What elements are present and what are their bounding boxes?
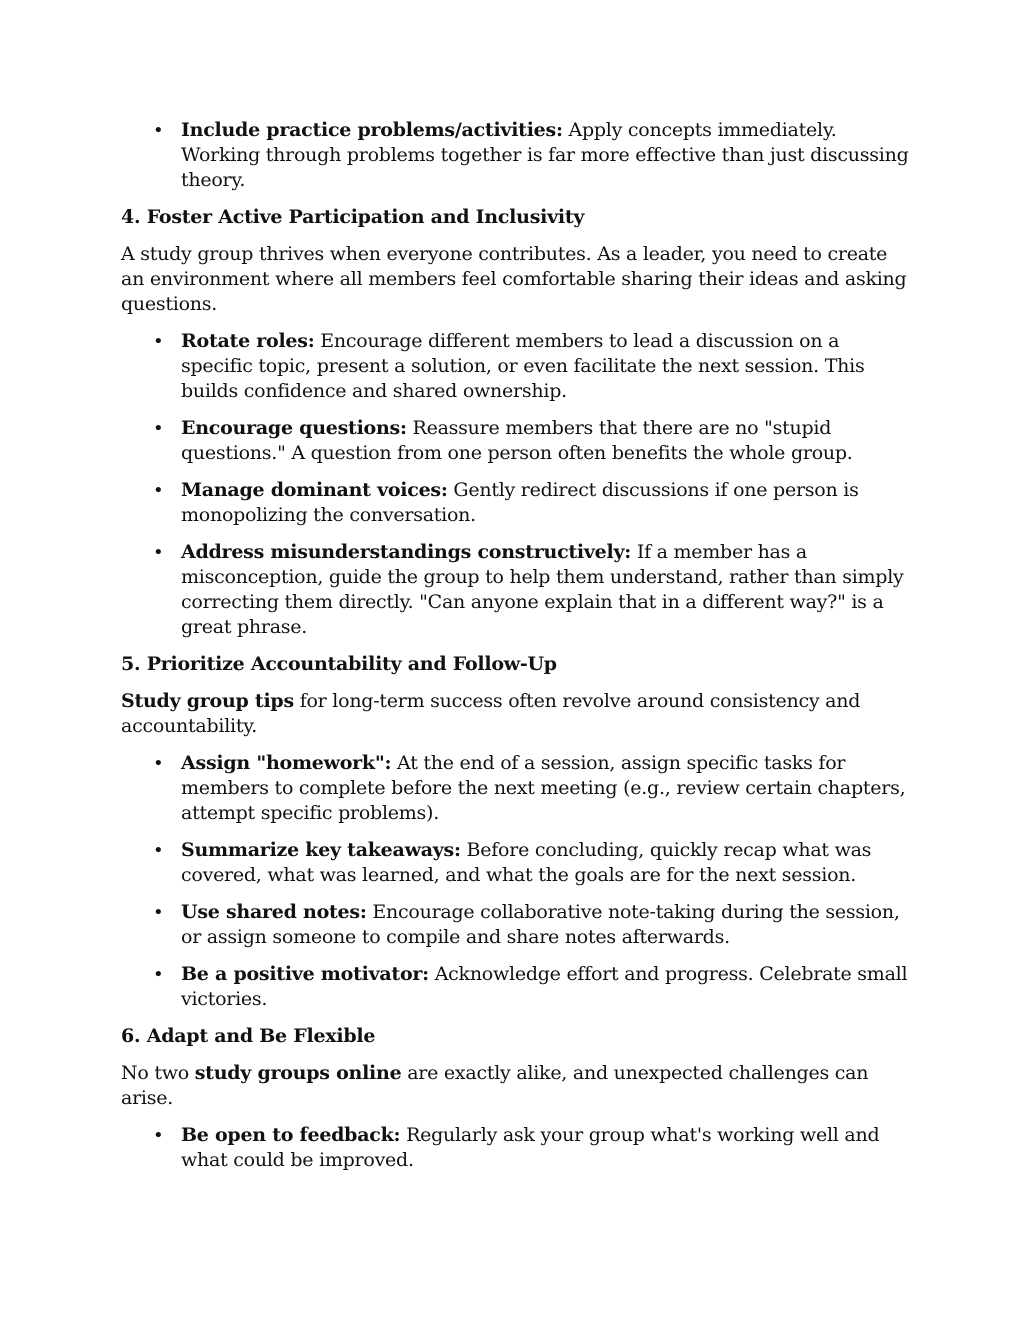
list-item: • Be a positive motivator: Acknowledge effort and progress. Celebrate small victories. [121, 962, 911, 1012]
list-item: • Manage dominant voices: Gently redirect discussions if one person is monopolizing the conversation. [121, 478, 911, 528]
section-6-intro: No two study groups online are exactly alike, and unexpected challenges can arise. [121, 1062, 869, 1109]
document-body [121, 118, 911, 1173]
list-item: • Rotate roles: Encourage different members to lead a discussion on a specific topic, present a solution, or even facilitate the next session. This builds confidence and shared ownership. [121, 329, 911, 404]
list-item: • Assign "homework": At the end of a session, assign specific tasks for members to complete before the next meeting (e.g., review certain chapters, attempt specific problems). [121, 751, 911, 826]
section-heading-6: 6. Adapt and Be Flexible [121, 1025, 376, 1047]
bullet-list-section-6 [121, 1123, 911, 1173]
bullet-list-section-5 [121, 751, 911, 1012]
list-item: • Encourage questions: Reassure members that there are no "stupid questions." A question from one person often benefits the whole group. [121, 416, 911, 466]
section-heading-4: 4. Foster Active Participation and Inclusivity [121, 206, 585, 228]
bullet-list-section-4 [121, 329, 911, 640]
section-heading-5: 5. Prioritize Accountability and Follow-Up [121, 653, 557, 675]
bullet-list-top [121, 118, 911, 193]
section-4-intro: A study group thrives when everyone contributes. As a leader, you need to create an environment where all members feel comfortable sharing their ideas and asking questions. [121, 243, 907, 315]
list-item: • Address misunderstandings constructively: If a member has a misconception, guide the group to help them understand, rather than simply correcting them directly. "Can anyone explain that in a different way?" is a great phrase. [121, 540, 911, 640]
list-item: • Use shared notes: Encourage collaborative note-taking during the session, or assign someone to compile and share notes afterwards. [121, 900, 911, 950]
list-item: • Include practice problems/activities: Apply concepts immediately. Working through problems together is far more effective than just discussing theory. [121, 118, 911, 193]
section-5-intro: Study group tips for long-term success often revolve around consistency and accountability. [121, 690, 861, 737]
list-item: • Summarize key takeaways: Before concluding, quickly recap what was covered, what was learned, and what the goals are for the next session. [121, 838, 911, 888]
list-item: • Be open to feedback: Regularly ask your group what's working well and what could be improved. [121, 1123, 911, 1173]
